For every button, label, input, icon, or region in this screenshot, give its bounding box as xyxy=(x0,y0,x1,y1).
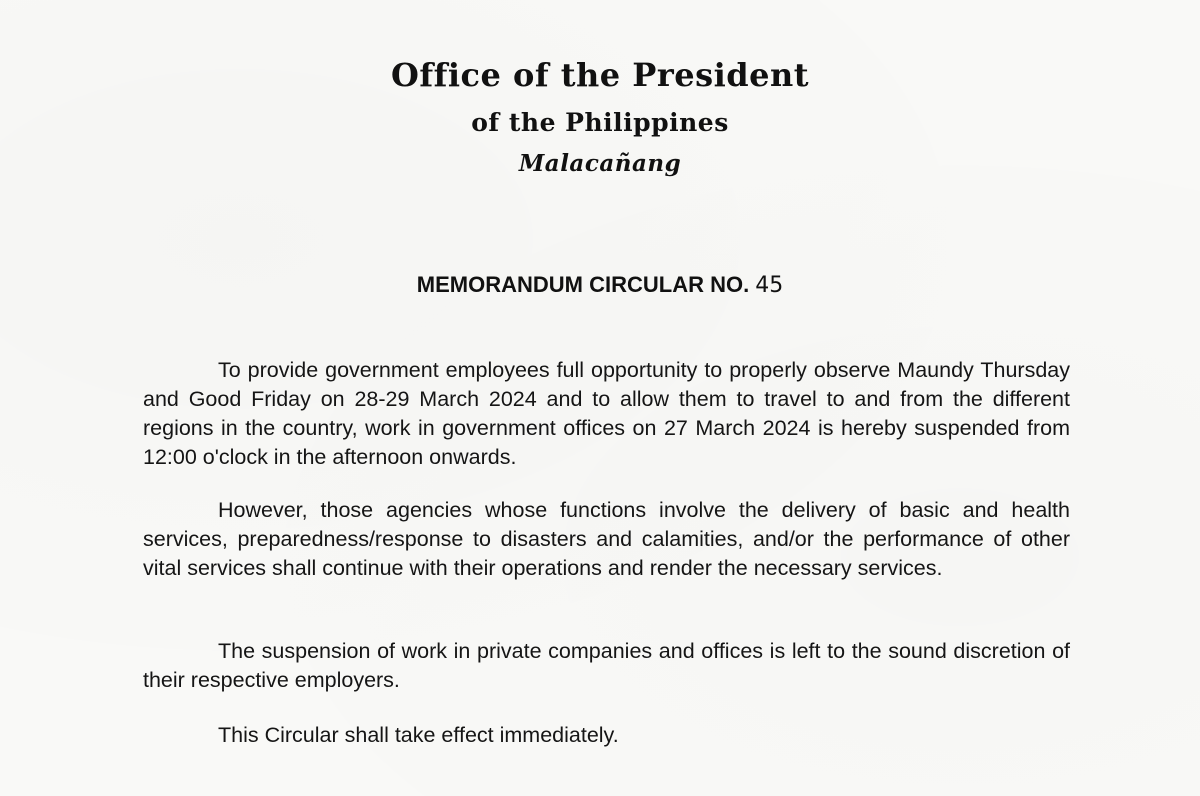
letterhead-country: of the Philippines xyxy=(471,108,729,137)
paragraph-suspension: To provide government employees full opportunity to properly observe Maundy Thursday and Good Friday on 28-29 March 2024 and to allow them to travel to and from the different regions in the country, work in government offices on 27 March 2024 is hereby suspended from 12:00 o'clock in the afternoon onwards. xyxy=(143,358,1070,469)
memo-heading xyxy=(0,272,1200,298)
letterhead-office: Office of the President xyxy=(390,56,810,94)
letterhead-palace: Malacañang xyxy=(518,150,682,177)
paragraph-exceptions: However, those agencies whose functions involve the delivery of basic and health services, preparedness/response to disasters and calamities, and/or the performance of other vital services shall continue with their operations and render the necessary services. xyxy=(143,498,1070,580)
memo-number: 45 xyxy=(755,273,784,298)
paragraph-private-sector: The suspension of work in private companies and offices is left to the sound discretion of their respective employers. xyxy=(143,639,1070,692)
memo-title: MEMORANDUM CIRCULAR NO. xyxy=(416,272,750,297)
paragraph-effectivity: This Circular shall take effect immediately. xyxy=(218,723,619,747)
